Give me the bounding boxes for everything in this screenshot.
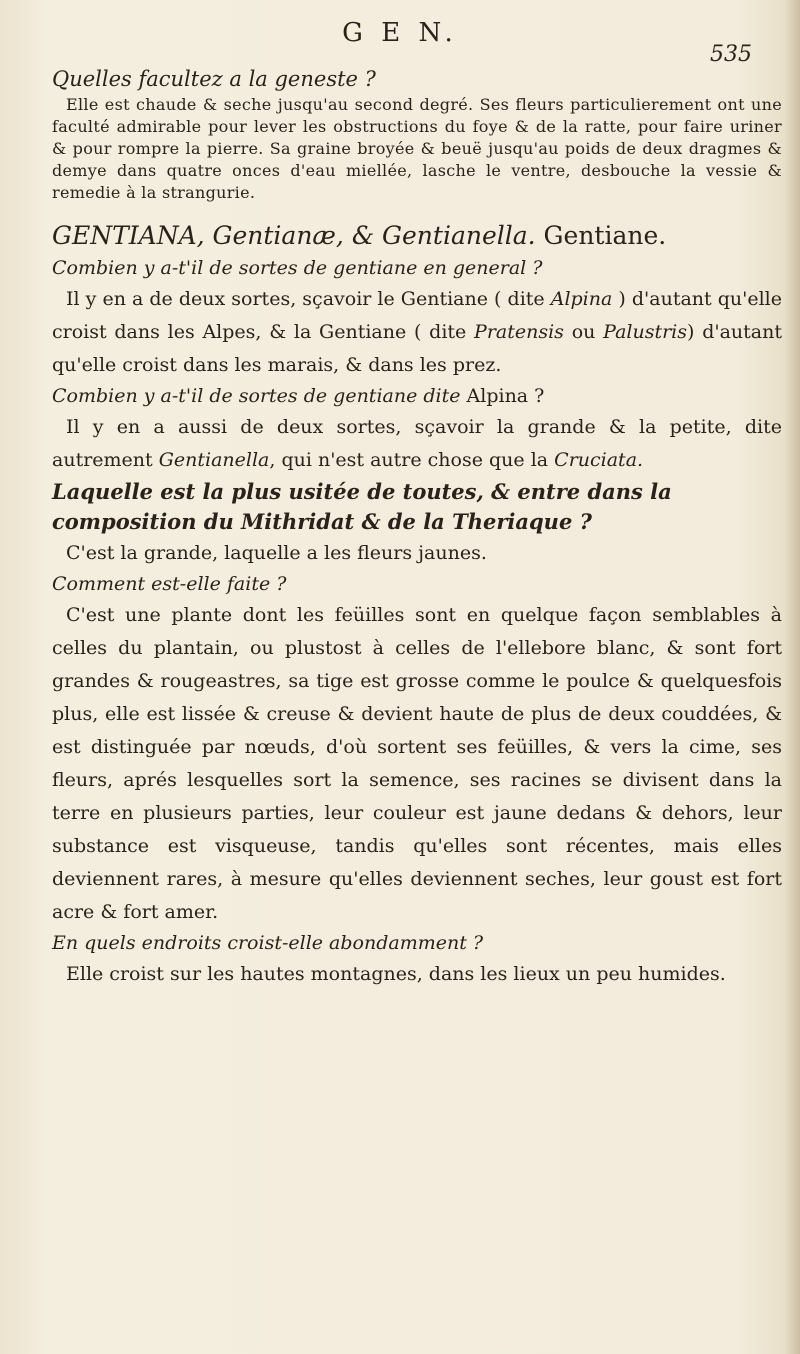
answer-text: Il y en a aussi de deux sortes, sçavoir la grande & la petite, dite autrement: [52, 416, 782, 471]
question-comment-faite: Comment est-elle faite ?: [52, 573, 287, 595]
question-endroits: En quels endroits croist-elle abondamment ?: [52, 932, 484, 954]
answer-italic: Cruciata.: [554, 449, 644, 471]
answer-text: ou: [563, 321, 604, 343]
page-edge-shadow: [784, 0, 800, 1354]
question-roman: Alpina ?: [466, 385, 545, 407]
answer-text: , qui n'est autre chose que la: [269, 449, 555, 471]
answer-italic: Pratensis: [474, 321, 564, 343]
question-facultez: Quelles facultez a la geneste ?: [52, 67, 376, 91]
answer-comment-faite: C'est une plante dont les feüilles sont en quelque façon semblables à celles du plantain, ou plustost à celles de l'ellebore blanc, & sont fort grandes & rougeastres, sa tige est grosse comme le poulce & quelquesfois plus, elle est lissée & creuse & devient haute de plus de deux couddées, & est distinguée par nœuds, d'où sortent ses feüilles, & vers la cime, ses fleurs, aprés lesquelles sort la semence, ses racines se divisent dans la terre en plusieurs parties, leur couleur est jaune dedans & dehors, leur substance est visqueuse, tandis qu'elles sont récentes, mais elles deviennent rares, à mesure qu'elles deviennent seches, leur goust est fort acre & fort amer.: [52, 604, 782, 923]
question-usitee: Laquelle est la plus usitée de toutes, & entre dans la composition du Mithridat & de la Theriaque ?: [52, 479, 672, 534]
answer-italic: Gentianella: [158, 449, 270, 471]
running-head: G E N.: [342, 18, 458, 48]
entry-heading-gentiana: [52, 218, 782, 254]
answer-facultez: Elle est chaude & seche jusqu'au second degré. Ses fleurs particulierement ont une faculté admirable pour lever les obstructions du foye & de la ratte, pour faire uriner & pour rompre la pierre. Sa graine broyée & beuë jusqu'au poids de deux dragmes & demye dans quatre onces d'eau miellée, lasche le ventre, desbouche la vessie & remedie à la strangurie.: [52, 95, 782, 202]
answer-endroits: Elle croist sur les hautes montagnes, dans les lieux un peu humides.: [66, 963, 726, 985]
entry-heading-latin: GENTIANA, Gentianæ, & Gentianella.: [52, 221, 536, 250]
answer-sortes-general: [52, 283, 782, 382]
entry-heading-french: Gentiane.: [543, 221, 667, 250]
question-sortes-general: Combien y a-t'il de sortes de gentiane en general ?: [52, 257, 543, 279]
page-content: [52, 64, 782, 991]
answer-text: Il y en a de deux sortes, sçavoir le Gentiane ( dite: [66, 288, 551, 310]
answer-italic: Palustris: [603, 321, 688, 343]
answer-text: ) d'autant qu'elle croist dans les Alpes, & la Gentiane ( dite: [52, 288, 782, 343]
answer-sortes-alpina: [52, 411, 782, 477]
page-number: 535: [710, 42, 752, 67]
question-sortes-alpina: [52, 382, 782, 411]
question-italic: Combien y a-t'il de sortes de gentiane dite: [52, 385, 461, 407]
answer-usitee: C'est la grande, laquelle a les fleurs jaunes.: [66, 542, 487, 564]
answer-italic: Alpina: [550, 288, 613, 310]
answer-text: ) d'autant qu'elle croist dans les marais, & dans les prez.: [52, 321, 782, 376]
